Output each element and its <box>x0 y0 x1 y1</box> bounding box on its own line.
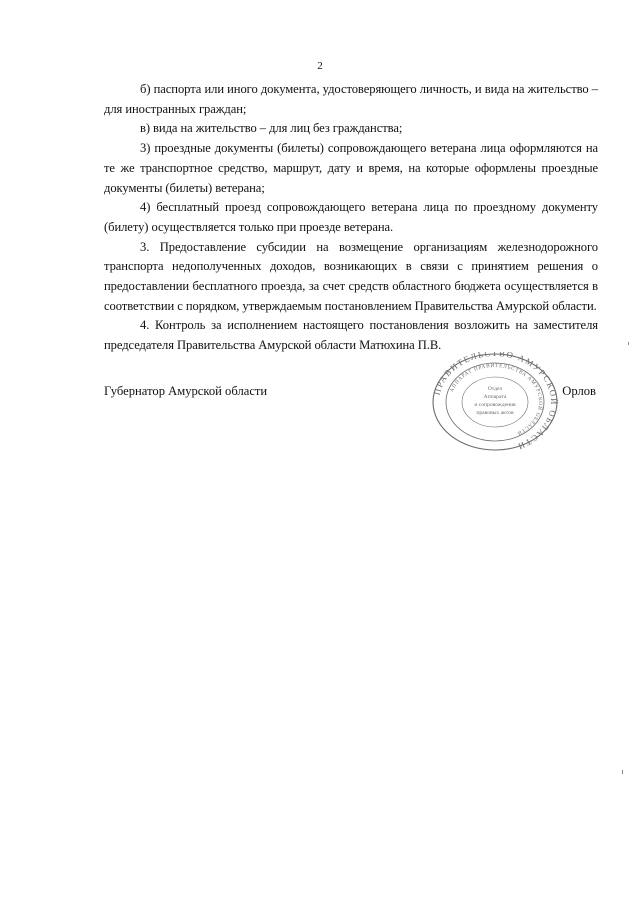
stamp-center-line: Отдел <box>487 386 503 392</box>
scan-mark-bottom <box>622 770 623 774</box>
paragraph-residence-permit: в) вида на жительство – для лиц без гражданства; <box>140 121 403 136</box>
paragraph-passport: б) паспорта или иного документа, удостоверяющего личность, и вида на жительство – для иностранных граждан; <box>104 82 598 116</box>
scan-mark-top <box>628 342 629 345</box>
document-body <box>104 80 598 356</box>
stamp-center-line: правовых актов <box>476 410 514 416</box>
paragraph-control: 4. Контроль за исполнением настоящего постановления возложить на заместителя председателя Правительства Амурской области Матюхина П.В. <box>104 318 598 353</box>
official-stamp <box>430 352 560 452</box>
page-number: 2 <box>317 60 323 72</box>
stamp-inner-text: АППАРАТ ПРАВИТЕЛЬСТВА АМУРСКОЙ ОБЛАСТИ <box>449 362 544 437</box>
paragraph-travel-documents: 3) проездные документы (билеты) сопровождающего ветерана лица оформляются на те же транспортное средство, маршрут, дату и время, на которые оформлены проездные документы (билеты) ветерана; <box>104 141 598 195</box>
stamp-seal-icon <box>430 352 560 452</box>
paragraph-free-travel: 4) бесплатный проезд сопровождающего ветерана лица по проездному документу (билету) осуществляется только при проезде ветерана. <box>104 200 598 234</box>
paragraph-subsidy: 3. Предоставление субсидии на возмещение организациям железнодорожного транспорта недополученных доходов, возникающих в связи с принятием решения о предоставлении бесплатного проезда, за счет средств областного бюджета осуществляется в соответствии с порядком, утверждаемым постановлением Правительства Амурской области. <box>104 239 598 313</box>
stamp-center-line: и сопровождения <box>474 402 516 408</box>
stamp-center-line: Аппарата <box>483 394 507 400</box>
signer-title: Губернатор Амурской области <box>104 384 268 398</box>
signer-name: Орлов <box>562 384 596 398</box>
stamp-outer-text: ПРАВИТЕЛЬСТВО АМУРСКОЙ ОБЛАСТИ <box>431 352 560 452</box>
